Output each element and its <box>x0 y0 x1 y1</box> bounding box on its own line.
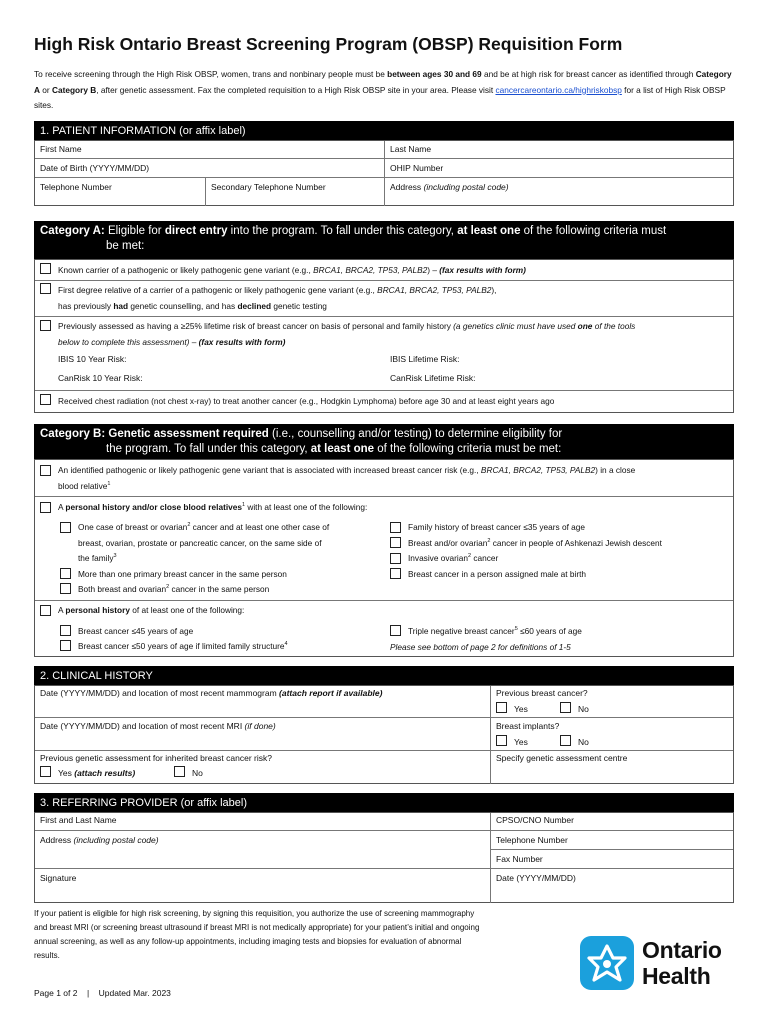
previous-cancer-yes-label: Yes <box>514 704 528 714</box>
provider-fax-field[interactable]: Fax Number <box>496 854 543 864</box>
implants-yes-label: Yes <box>514 737 528 747</box>
signature-field[interactable]: Signature <box>40 873 77 883</box>
identified-variant-label: An identified pathogenic or likely pathogenic gene variant that is associated with increased breast cancer risk (e.g., BRCA1, BRCA2, TP53, PALB2) in a close blood relative$^1$ <box>58 465 636 491</box>
breast-ovarian-other-case-label: One case of breast or ovarian$^2$ cancer and at least one other case of breast, ovarian, prostate or pancreatic cancer, on the same side of the family$^3$ <box>78 522 330 563</box>
invasive-ovarian-label: Invasive ovarian$^2$ cancer <box>408 553 499 563</box>
previous-cancer-yes-checkbox[interactable] <box>496 702 507 713</box>
last-name-field[interactable]: Last Name <box>390 144 432 154</box>
implants-question: Breast implants? <box>496 721 560 731</box>
chest-radiation-checkbox[interactable] <box>40 394 51 405</box>
mri-field[interactable]: Date (YYYY/MM/DD) and location of most recent MRI (if done) <box>40 721 276 731</box>
previous-cancer-no-label: No <box>578 704 589 714</box>
definitions-note: Please see bottom of page 2 for definitions of 1-5 <box>390 642 571 652</box>
genetic-yes-label: Yes (attach results) <box>58 768 136 778</box>
breast-cancer-45-label: Breast cancer ≤45 years of age <box>78 626 194 636</box>
previous-cancer-no-checkbox[interactable] <box>560 702 571 713</box>
referring-provider-table <box>34 812 734 903</box>
male-breast-cancer-checkbox[interactable] <box>390 568 401 579</box>
trillium-icon <box>580 936 634 990</box>
referring-provider-header: 3. REFERRING PROVIDER (or affix label) <box>34 793 734 813</box>
personal-history-checkbox[interactable] <box>40 605 51 616</box>
triple-negative-label: Triple negative breast cancer$^5$ ≤60 years of age <box>408 626 582 636</box>
page-footer: Page 1 of 2 | Updated Mar. 2023 <box>34 988 171 998</box>
triple-negative-checkbox[interactable] <box>390 625 401 636</box>
canrisk-10-year-risk-field[interactable]: CanRisk 10 Year Risk: <box>58 373 143 383</box>
page-number: Page 1 of 2 <box>34 988 78 998</box>
genetic-centre-field[interactable]: Specify genetic assessment centre <box>496 753 628 763</box>
provider-telephone-field[interactable]: Telephone Number <box>496 835 568 845</box>
patient-address-field[interactable]: Address (including postal code) <box>390 182 509 192</box>
breast-cancer-45-checkbox[interactable] <box>60 625 71 636</box>
first-degree-relative-checkbox[interactable] <box>40 283 51 294</box>
known-carrier-label: Known carrier of a pathogenic or likely pathogenic gene variant (e.g., BRCA1, BRCA2, TP53, PALB2) – (fax results with form) <box>58 265 526 275</box>
lifetime-risk-label: Previously assessed as having a ≥25% lifetime risk of breast cancer on basis of personal and family history (a genetics clinic must have used one of the tools below to complete this assessment) – (fax results with form) <box>58 321 636 347</box>
category-a-header: Category A: Eligible for direct entry into the program. To fall under this category, at least one of the following criteria must be met: <box>34 221 734 259</box>
canrisk-lifetime-risk-field[interactable]: CanRisk Lifetime Risk: <box>390 373 476 383</box>
family-history-35-checkbox[interactable] <box>390 522 401 533</box>
dob-field[interactable]: Date of Birth (YYYY/MM/DD) <box>40 163 150 173</box>
personal-family-history-label: A personal history and/or close blood relatives$^1$ with at least one of the following: <box>58 502 368 512</box>
ontario-health-logo <box>580 936 740 992</box>
breast-and-ovarian-checkbox[interactable] <box>60 583 71 594</box>
category-b-criteria <box>34 459 734 657</box>
ashkenazi-label: Breast and/or ovarian$^2$ cancer in people of Ashkenazi Jewish descent <box>408 538 662 548</box>
authorization-statement: If your patient is eligible for high risk screening, by signing this requisition, you authorize the use of screening mammography and breast MRI (or screening breast ultrasound if breast MRI is not medically appropriate) for your patient’s initial and ongoing annual screening, as well as any follow-up appointments, including imaging tests and biopsies for evaluation of abnormal results. <box>34 909 480 960</box>
secondary-telephone-field[interactable]: Secondary Telephone Number <box>211 182 326 192</box>
provider-address-field[interactable]: Address (including postal code) <box>40 835 159 845</box>
lifetime-risk-checkbox[interactable] <box>40 320 51 331</box>
genetic-no-label: No <box>192 768 203 778</box>
known-carrier-checkbox[interactable] <box>40 263 51 274</box>
mammogram-field[interactable]: Date (YYYY/MM/DD) and location of most recent mammogram (attach report if available) <box>40 688 383 698</box>
chest-radiation-label: Received chest radiation (not chest x-ray) to treat another cancer (e.g., Hodgkin Lymphoma) before age 30 and at least eight years ago <box>58 396 555 406</box>
previous-cancer-question: Previous breast cancer? <box>496 688 588 698</box>
updated-date: Updated Mar. 2023 <box>98 988 171 998</box>
breast-and-ovarian-label: Both breast and ovarian$^2$ cancer in the same person <box>78 584 270 594</box>
category-b-header: Category B: Genetic assessment required (i.e., counselling and/or testing) to determine eligibility for the program. To fall under this category, at least one of the following criteria must be met: <box>34 424 734 459</box>
logo-word-ontario: Ontario <box>642 937 722 963</box>
intro-paragraph: To receive screening through the High Risk OBSP, women, trans and nonbinary people must be between ages 30 and 69 and be at high risk for breast cancer as identified through Category A or Category B, after genetic assessment. Fax the completed requisition to a High Risk OBSP site in your area. Please visit cancercareontario.ca/highriskobsp for a list of High Risk OBSP sites. <box>34 69 732 110</box>
telephone-field[interactable]: Telephone Number <box>40 182 112 192</box>
invasive-ovarian-checkbox[interactable] <box>390 553 401 564</box>
genetic-no-checkbox[interactable] <box>174 766 185 777</box>
ohip-field[interactable]: OHIP Number <box>390 163 444 173</box>
category-a-criteria <box>34 259 734 413</box>
family-history-35-label: Family history of breast cancer ≤35 years of age <box>408 522 586 532</box>
ibis-10-year-risk-field[interactable]: IBIS 10 Year Risk: <box>58 354 127 364</box>
clinical-history-header: 2. CLINICAL HISTORY <box>34 666 734 686</box>
cpso-field[interactable]: CPSO/CNO Number <box>496 815 574 825</box>
obsp-sites-link[interactable]: cancercareontario.ca/highriskobsp <box>495 84 622 95</box>
personal-family-history-checkbox[interactable] <box>40 502 51 513</box>
genetic-yes-checkbox[interactable] <box>40 766 51 777</box>
breast-cancer-50-label: Breast cancer ≤50 years of age if limited family structure$^4$ <box>78 641 288 651</box>
personal-history-label: A personal history of at least one of the following: <box>58 605 245 615</box>
breast-ovarian-other-case-checkbox[interactable] <box>60 522 71 533</box>
male-breast-cancer-label: Breast cancer in a person assigned male at birth <box>408 569 587 579</box>
ashkenazi-checkbox[interactable] <box>390 537 401 548</box>
genetic-assessment-question: Previous genetic assessment for inherited breast cancer risk? <box>40 753 272 763</box>
provider-name-field[interactable]: First and Last Name <box>40 815 117 825</box>
logo-word-health: Health <box>642 963 711 989</box>
breast-cancer-50-checkbox[interactable] <box>60 640 71 651</box>
implants-no-label: No <box>578 737 589 747</box>
identified-variant-checkbox[interactable] <box>40 465 51 476</box>
ibis-lifetime-risk-field[interactable]: IBIS Lifetime Risk: <box>390 354 460 364</box>
signature-date-field[interactable]: Date (YYYY/MM/DD) <box>496 873 576 883</box>
multiple-primary-label: More than one primary breast cancer in the same person <box>78 569 287 579</box>
patient-info-header: 1. PATIENT INFORMATION (or affix label) <box>34 121 734 141</box>
first-degree-relative-label: First degree relative of a carrier of a pathogenic or likely pathogenic gene variant (e.g., BRCA1, BRCA2, TP53, PALB2), has previously had genetic counselling, and has declined genetic testing <box>58 285 497 311</box>
form-title: High Risk Ontario Breast Screening Program (OBSP) Requisition Form <box>34 34 623 54</box>
clinical-history-table <box>34 685 734 784</box>
multiple-primary-checkbox[interactable] <box>60 568 71 579</box>
patient-info-table <box>34 140 734 206</box>
first-name-field[interactable]: First Name <box>40 144 82 154</box>
implants-no-checkbox[interactable] <box>560 735 571 746</box>
implants-yes-checkbox[interactable] <box>496 735 507 746</box>
